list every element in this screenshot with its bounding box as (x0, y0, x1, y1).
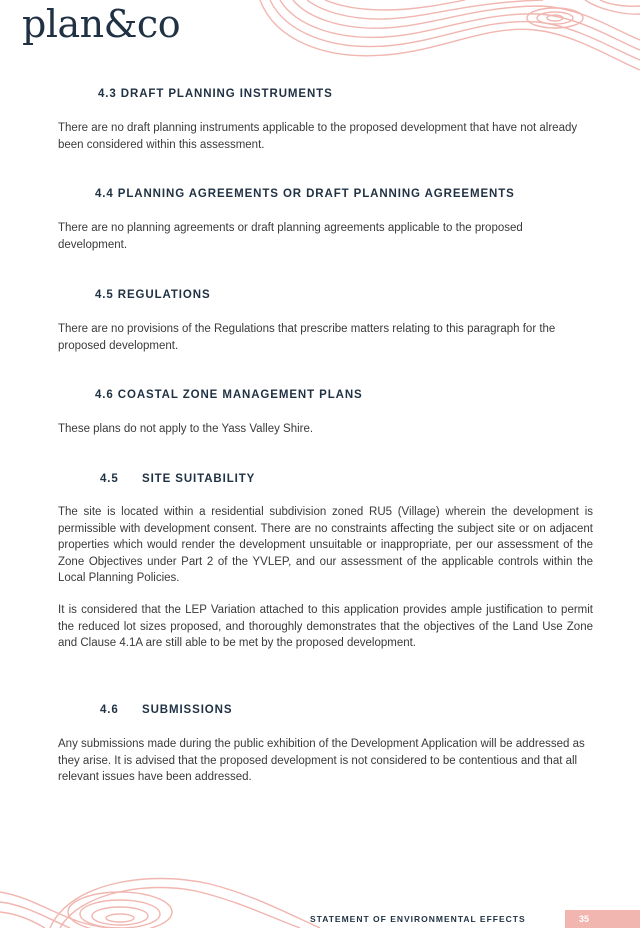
section-heading (100, 473, 255, 485)
section-body: There are no draft planning instruments applicable to the proposed development that have not already been considered within this assessment. (58, 122, 578, 151)
page-number-badge: 35 (565, 910, 640, 928)
section-heading: 4.6 COASTAL ZONE MANAGEMENT PLANS (95, 389, 363, 401)
section-body: These plans do not apply to the Yass Valley Shire. (58, 423, 314, 435)
section-body-paragraph-2: It is considered that the LEP Variation attached to this application provides ample justification to permit the reduced lot sizes proposed, and thoroughly demonstrates that the objectives of the Land Use Zone and Clause 4.1A are still able to be met by the proposed development. (58, 604, 593, 649)
section-number: 4.6 (100, 704, 119, 716)
section-body: The site is located within a residential subdivision zoned RU5 (Village) wherein the development is permissible with development consent. There are no constraints affecting the subject site or on adjacent properties which would render the development unsuitable or inappropriate, per our assessment of the Zone Objectives under Part 2 of the YVLEP, and our assessment of the applicable controls within the Local Planning Policies. (58, 506, 593, 584)
topographic-decoration (0, 872, 330, 928)
section-body: There are no provisions of the Regulations that prescribe matters relating to this paragraph for the proposed development. (58, 323, 556, 352)
section-heading: 4.5 REGULATIONS (95, 289, 211, 301)
section-heading: 4.4 PLANNING AGREEMENTS OR DRAFT PLANNING AGREEMENTS (95, 188, 515, 200)
section-heading (100, 704, 232, 716)
section-heading: 4.3 DRAFT PLANNING INSTRUMENTS (98, 88, 333, 100)
plan-co-logo: plan&co (22, 2, 181, 46)
section-body: There are no planning agreements or draft planning agreements applicable to the proposed development. (58, 222, 523, 251)
topographic-decoration (255, 0, 640, 75)
section-body: Any submissions made during the public exhibition of the Development Application will be addressed as they arise. It is advised that the proposed development is not considered to be contentious and that all relevant issues have been addressed. (58, 738, 585, 783)
footer-document-title: STATEMENT OF ENVIRONMENTAL EFFECTS (310, 914, 526, 924)
section-title: SUBMISSIONS (142, 704, 233, 716)
section-number: 4.5 (100, 473, 119, 485)
section-title: SITE SUITABILITY (142, 473, 256, 485)
